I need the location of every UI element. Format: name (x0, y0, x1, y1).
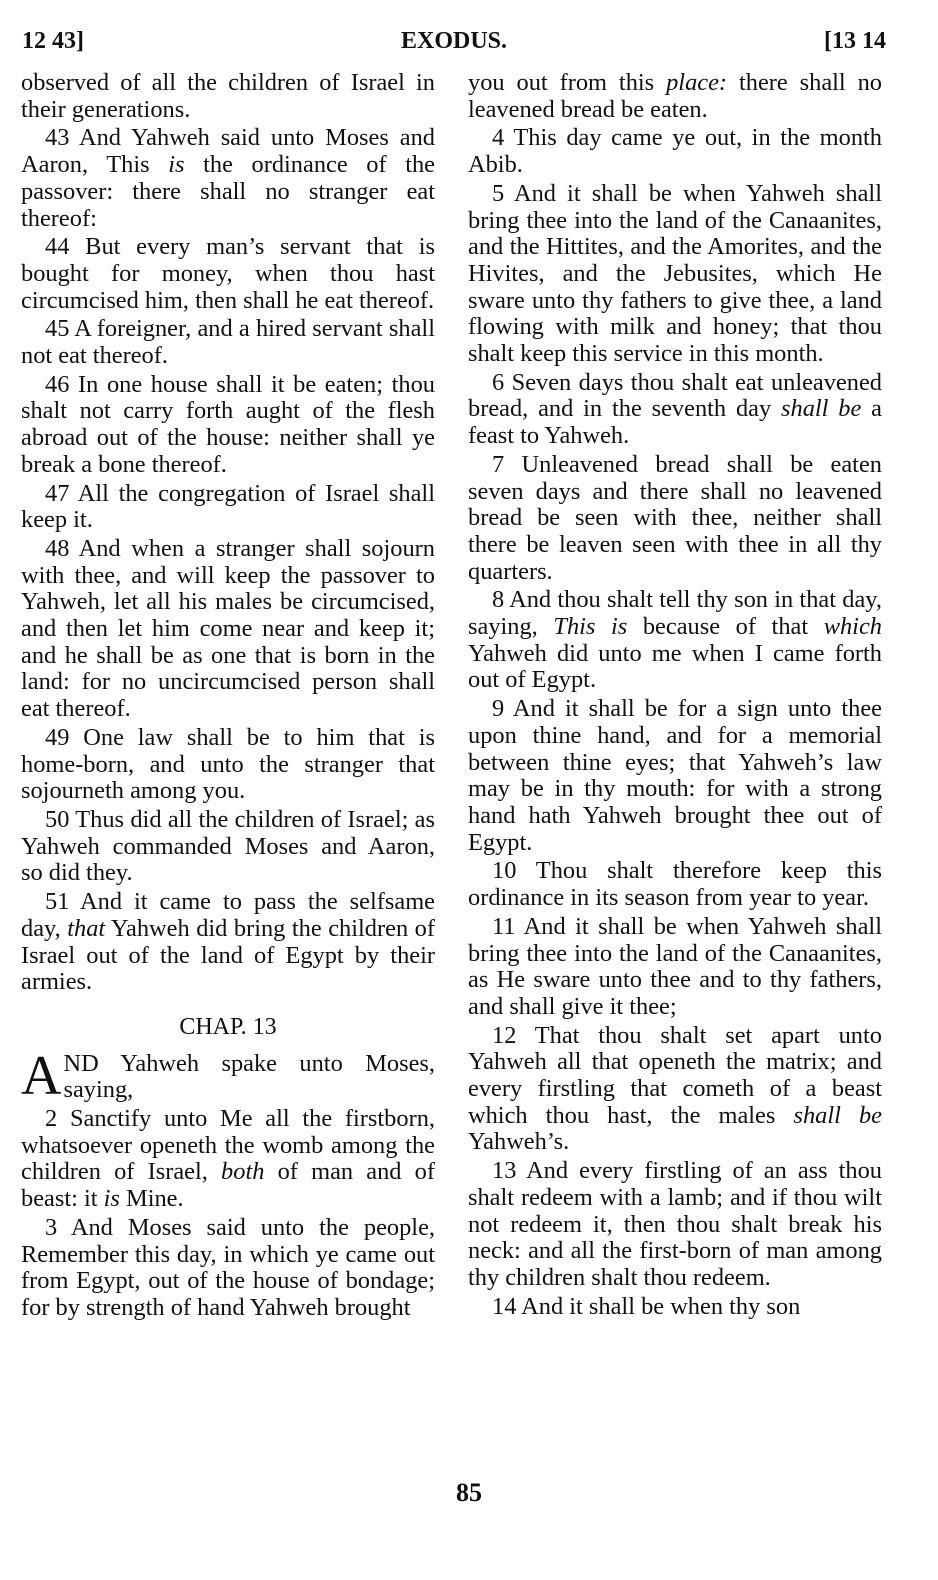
verse-45: 45 A foreigner, and a hired servant shall not eat thereof. (21, 315, 435, 370)
verse-number: 50 (45, 805, 70, 833)
verse-10: 10 Thou shalt therefore keep this ordinance in its season from year to year. (468, 857, 882, 912)
continued-paragraph: observed of all the children of Israel in their generations. (21, 69, 435, 123)
verse-44: 44 But every man’s servant that is bought for money, when thou hast circumcised him, then shall he eat thereof. (21, 233, 435, 314)
header-left-reference: 12 43] (22, 28, 84, 54)
verse-number: 10 (492, 857, 517, 885)
verse-49: 49 One law shall be to him that is home-born, and unto the stranger that sojourneth among you. (21, 723, 435, 805)
verse-number: 12 (492, 1021, 517, 1049)
verse-4: 4 This day came ye out, in the month Abib. (468, 124, 882, 179)
left-column (21, 70, 435, 1324)
verse-number: 7 (492, 450, 505, 478)
verse-12: 12 That thou shalt set apart unto Yahweh all that openeth the matrix; and every firstling that cometh of a beast which thou hast, the males shall be Yahweh’s. (468, 1021, 882, 1156)
verse-number: 6 (492, 368, 505, 396)
drop-cap: A (21, 1044, 62, 1107)
verse-number: 5 (492, 179, 505, 207)
verse-number: 14 (492, 1292, 517, 1320)
verse-number: 46 (45, 370, 70, 398)
verse-50: 50 Thus did all the children of Israel; as Yahweh commanded Moses and Aaron, so did they. (21, 805, 435, 887)
verse-51: 51 And it came to pass the selfsame day, that Yahweh did bring the children of Israel out of the land of Egypt by their armies. (21, 888, 435, 996)
verse-number: 4 (492, 124, 505, 152)
verse-number: 44 (45, 233, 70, 261)
verse-number: 13 (492, 1157, 517, 1185)
verse-1: AND Yahweh spake unto Moses, saying, (21, 1044, 435, 1107)
verse-47: 47 All the congregation of Israel shall keep it. (21, 479, 435, 534)
continued-paragraph: you out from this place: there shall no leavened bread be eaten. (468, 69, 883, 123)
verse-number: 11 (492, 912, 516, 940)
verse-number: 8 (492, 586, 505, 614)
header-book-title: EXODUS. (400, 28, 508, 54)
verse-7: 7 Unleavened bread shall be eaten seven days and there shall no leavened bread be seen with thee, neither shall there be leaven seen with thee in all thy quarters. (468, 450, 882, 585)
verse-number: 43 (45, 124, 70, 152)
verse-14: 14 And it shall be when thy son (492, 1292, 801, 1320)
verse-number: 47 (45, 479, 70, 507)
verse-number: 45 (45, 315, 70, 343)
page-number: 85 (456, 1478, 482, 1507)
verse-9: 9 And it shall be for a sign unto thee upon thine hand, and for a memorial between thine eyes; that Yahweh’s law may be in thy mouth: for with a strong hand hath Yahweh brought thee out of Egypt. (468, 695, 882, 856)
verse-3: 3 And Moses said unto the people, Remember this day, in which ye came out from Egypt, out of the house of bondage; for by strength of hand Yahweh brought (21, 1213, 435, 1321)
verse-number: 3 (45, 1213, 58, 1241)
verse-number: 9 (492, 695, 505, 723)
verse-46: 46 In one house shall it be eaten; thou shalt not carry forth aught of the flesh abroad out of the house: neither shall ye break a bone thereof. (21, 370, 435, 478)
verse-number: 2 (45, 1105, 58, 1133)
verse-48: 48 And when a stranger shall sojourn with thee, and will keep the passover to Yahweh, let all his males be circumcised, and then let him come near and keep it; and he shall be as one that is born in the land: for no uncircumcised person shall eat thereof. (21, 534, 435, 723)
verse-number: 51 (45, 888, 70, 916)
verse-13: 13 And every firstling of an ass thou shalt redeem with a lamb; and if thou wilt not redeem it, then thou shalt break his neck: and all the first-born of man among thy children shalt thou redeem. (468, 1157, 882, 1291)
verse-2: 2 Sanctify unto Me all the firstborn, whatsoever openeth the womb among the children of Israel, both of man and of beast: it is Mine. (21, 1105, 435, 1213)
verse-8: 8 And thou shalt tell thy son in that day, saying, This is because of that which Yahweh did unto me when I came forth out of Egypt. (468, 586, 882, 694)
verse-5: 5 And it shall be when Yahweh shall bring thee into the land of the Canaanites, and the Hittites, and the Amorites, and the Hivites, and the Jebusites, which He sware unto thy fathers to give thee, a land flowing with milk and honey; that thou shalt keep this service in this month. (468, 179, 882, 368)
header-right-reference: [13 14 (824, 28, 886, 54)
right-column (468, 70, 882, 1322)
verse-43: 43 And Yahweh said unto Moses and Aaron, This is the ordinance of the passover: there shall no stranger eat thereof: (21, 124, 435, 232)
running-header (22, 28, 886, 62)
verse-11: 11 And it shall be when Yahweh shall bring thee into the land of the Canaanites, as He sware unto thee and to thy fathers, and shall give it thee; (468, 912, 882, 1020)
verse-number: 49 (45, 723, 70, 751)
chapter-heading: CHAP. 13 (179, 1013, 277, 1040)
verse-6: 6 Seven days thou shalt eat unleavened bread, and in the seventh day shall be a feast to Yahweh. (468, 368, 882, 450)
verse-number: 48 (45, 534, 70, 562)
